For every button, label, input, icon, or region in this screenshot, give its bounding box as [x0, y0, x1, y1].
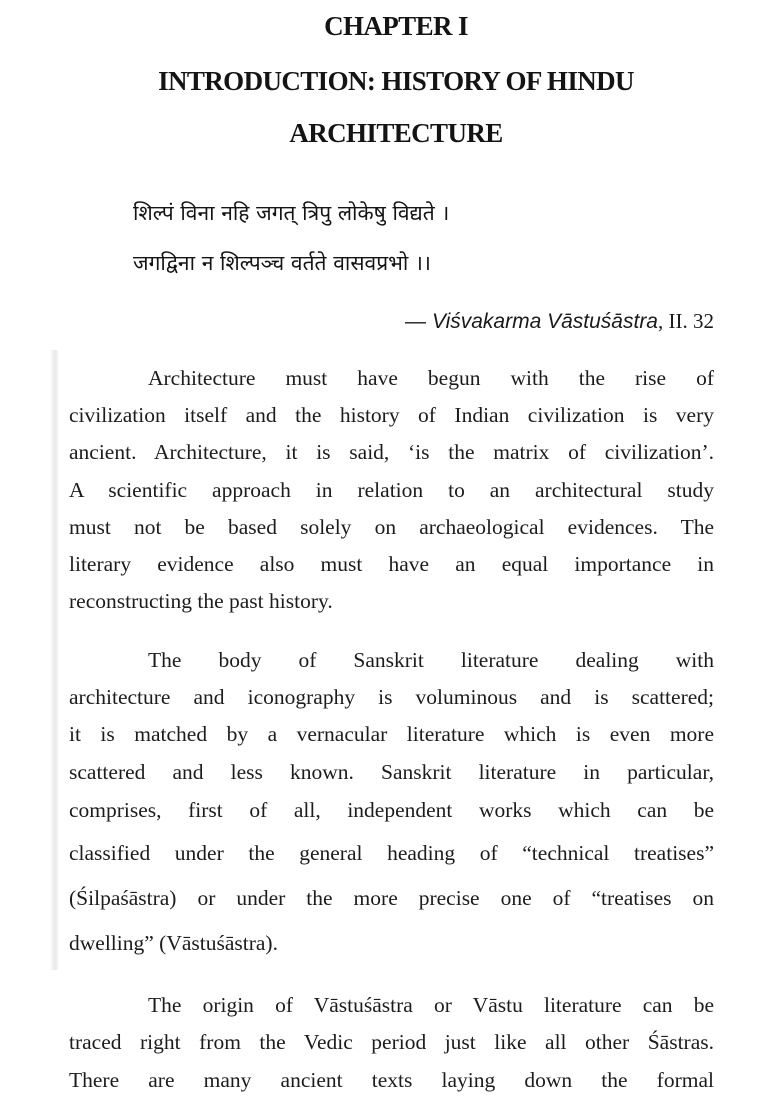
paragraph-line: architecture and iconography is voluminous and is scattered; [69, 685, 714, 709]
epigraph-attribution [405, 309, 714, 334]
chapter-title-line-1: INTRODUCTION: HISTORY OF HINDU [158, 66, 634, 96]
attribution-dash: — [404, 310, 426, 333]
paragraph-line: reconstructing the past history. [69, 589, 333, 613]
paragraph-line: literary evidence also must have an equal importance in [69, 552, 714, 576]
paragraph-line: (Śilpaśāstra) or under the more precise one of “treatises on [69, 886, 714, 910]
binding-shadow [50, 350, 58, 970]
paragraph-line: ancient. Architecture, it is said, ‘is the matrix of civilization’. [69, 440, 714, 464]
paragraph-line: The body of Sanskrit literature dealing with [148, 648, 714, 672]
paragraph-line: The origin of Vāstuśāstra or Vāstu literature can be [148, 993, 714, 1017]
paragraph-line: scattered and less known. Sanskrit literature in particular, [69, 760, 714, 784]
attribution-reference: , II. 32 [658, 309, 714, 333]
chapter-label: CHAPTER I [324, 11, 468, 41]
paragraph-line: traced right from the Vedic period just like all other Śāstras. [69, 1030, 714, 1054]
paragraph-line: A scientific approach in relation to an architectural study [69, 478, 714, 502]
paragraph-line: dwelling” (Vāstuśāstra). [69, 931, 278, 955]
paragraph-line: There are many ancient texts laying down the formal [69, 1068, 714, 1092]
paragraph-line: it is matched by a vernacular literature which is even more [69, 722, 714, 746]
paragraph-line: civilization itself and the history of Indian civilization is very [69, 403, 714, 427]
attribution-work-title: Viśvakarma Vāstuśāstra [431, 310, 658, 333]
paragraph-line: must not be based solely on archaeological evidences. The [69, 515, 714, 539]
chapter-title-line-2: ARCHITECTURE [289, 118, 503, 148]
paragraph-line: classified under the general heading of “technical treatises” [69, 841, 714, 865]
sanskrit-verse-line-1: शिल्पं विना नहि जगत् त्रिपु लोकेषु विद्यते । [133, 201, 450, 225]
paragraph-line: comprises, first of all, independent works which can be [69, 798, 714, 822]
paragraph-line: Architecture must have begun with the rise of [148, 366, 714, 390]
sanskrit-verse-line-2: जगद्विना न शिल्पञ्च वर्तते वासवप्रभो ।। [133, 251, 431, 275]
